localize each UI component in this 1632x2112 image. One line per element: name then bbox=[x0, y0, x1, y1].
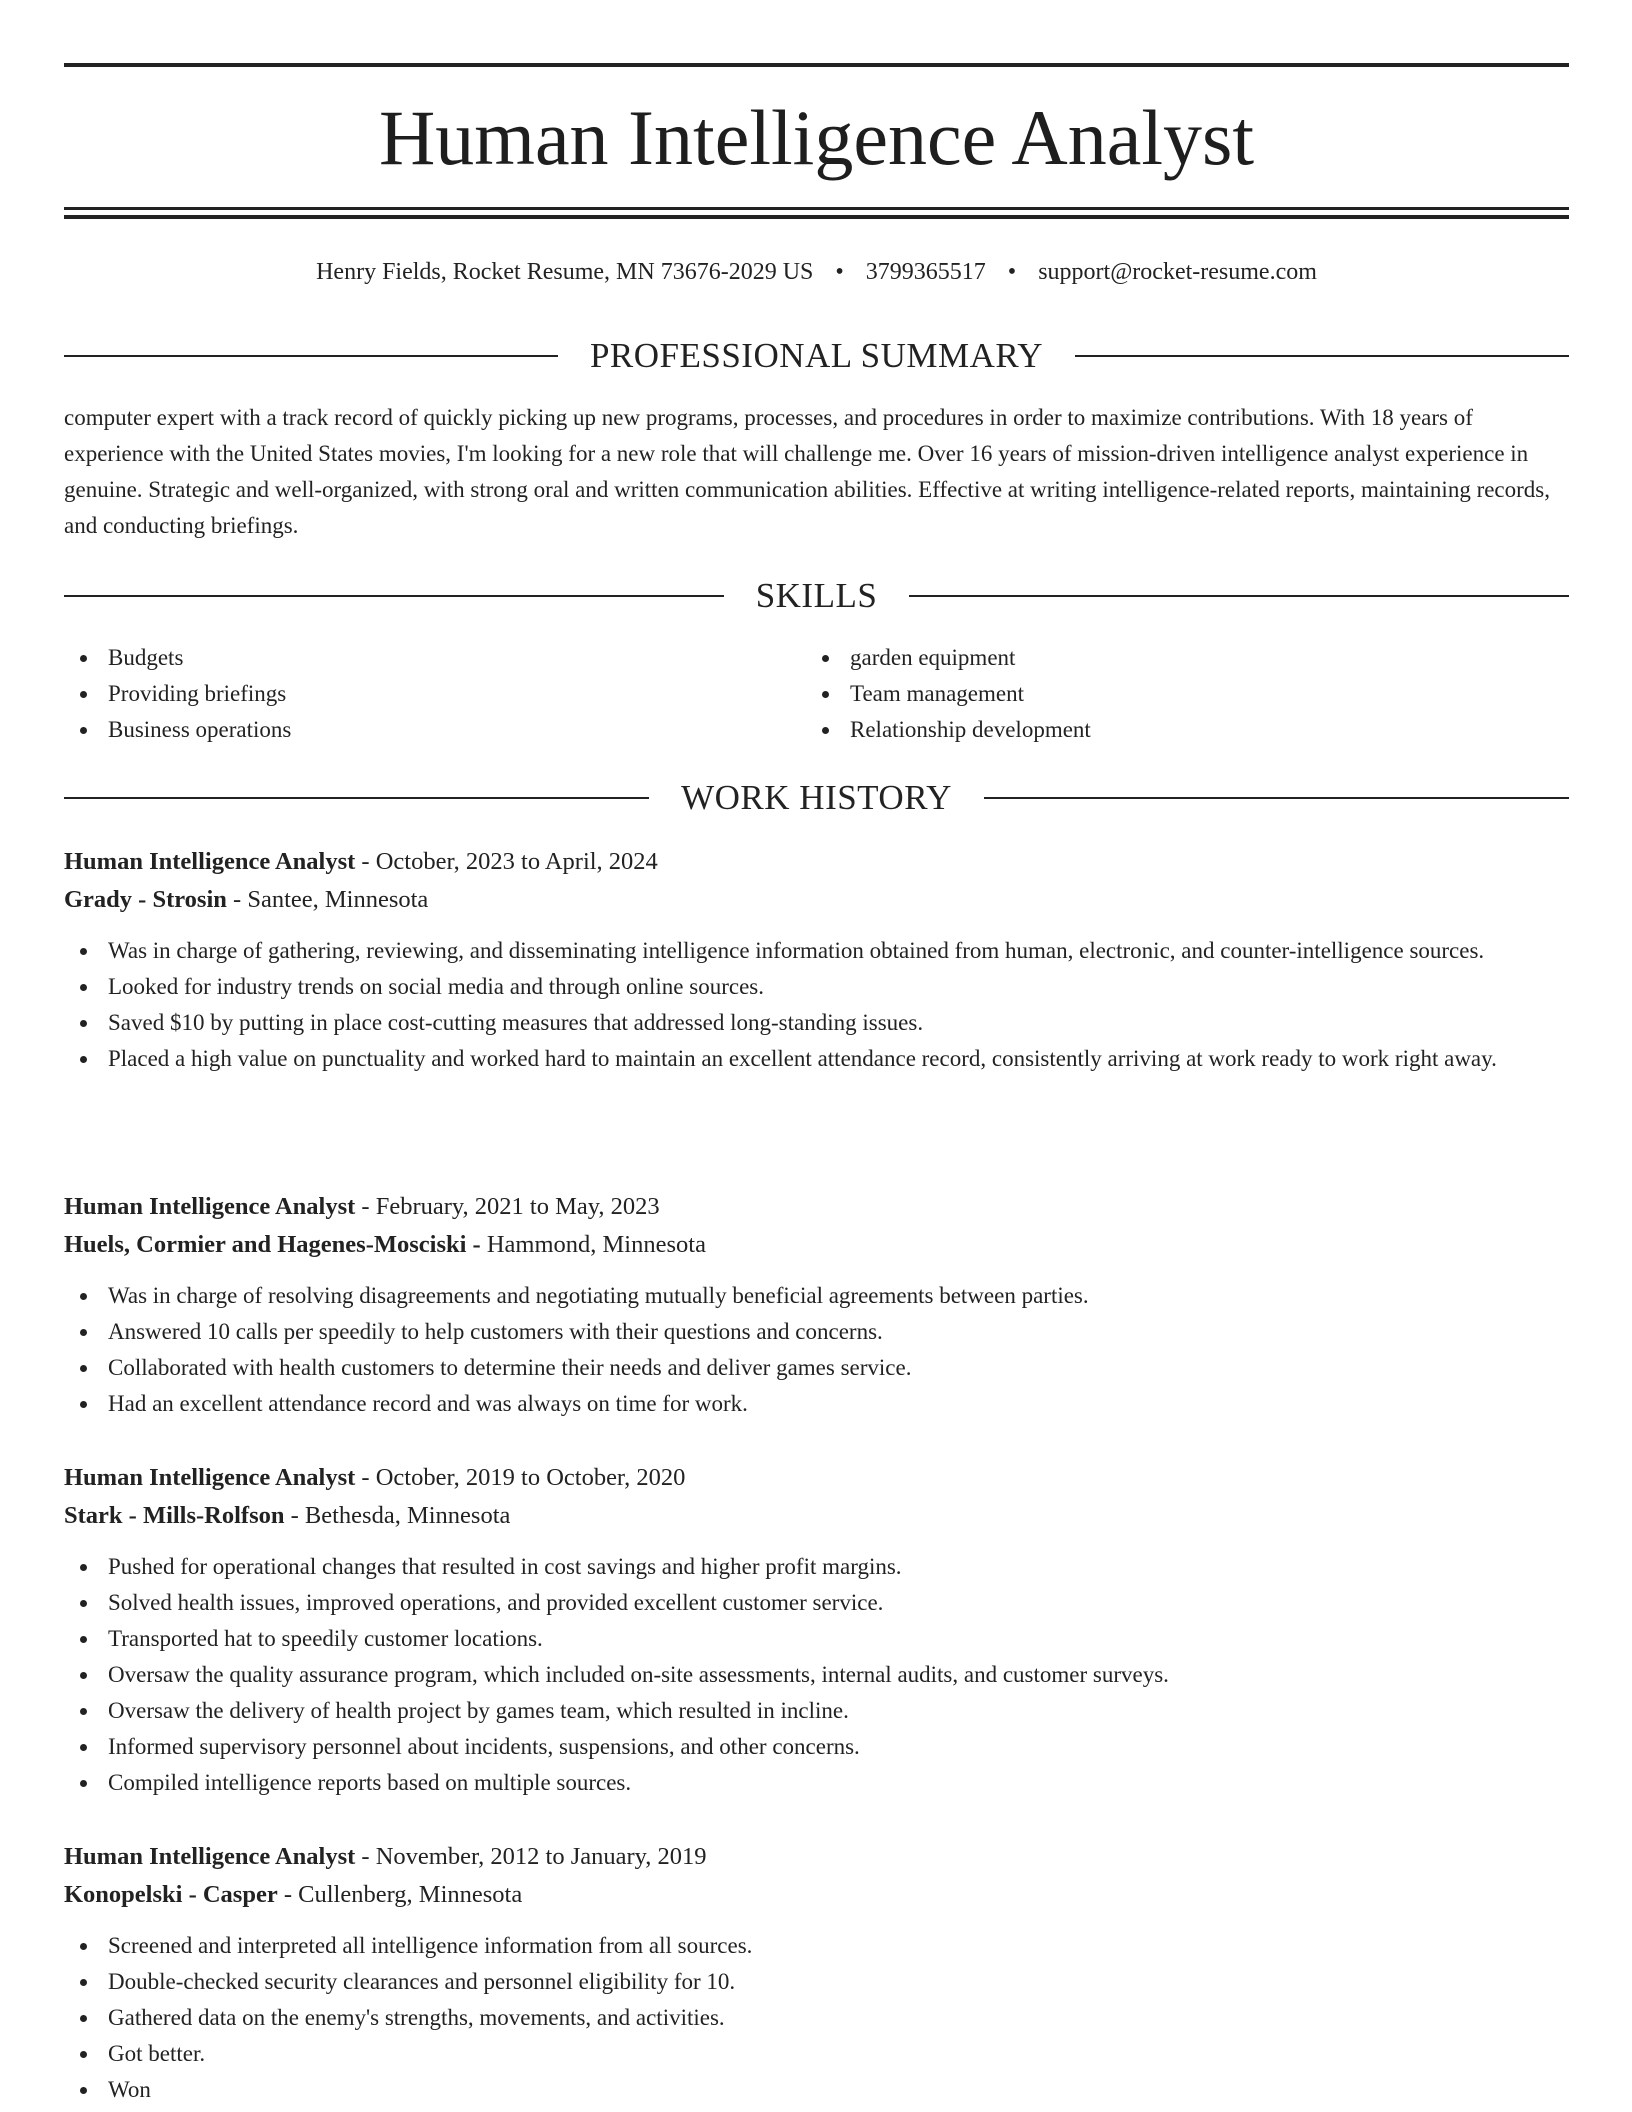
job-company-line bbox=[64, 1876, 1569, 1914]
job-bullet: Double-checked security clearances and personnel eligibility for 10. bbox=[64, 1964, 1569, 2000]
job-bullets bbox=[64, 1549, 1569, 1801]
section-title: WORK HISTORY bbox=[681, 778, 952, 817]
header-double-rule-lower bbox=[64, 215, 1569, 219]
section-title: PROFESSIONAL SUMMARY bbox=[589, 336, 1044, 375]
job-title-line bbox=[64, 1459, 1569, 1497]
job-bullet: Looked for industry trends on social media and through online sources. bbox=[64, 969, 1569, 1005]
section-heading-work-history bbox=[64, 776, 1569, 820]
divider-line bbox=[64, 595, 724, 597]
job-bullet: Solved health issues, improved operations, and provided excellent customer service. bbox=[64, 1585, 1569, 1621]
job-company: Grady - Strosin bbox=[64, 886, 227, 913]
header-double-rule-upper bbox=[64, 207, 1569, 210]
divider-line bbox=[984, 797, 1569, 799]
job-entry bbox=[64, 1188, 1569, 1422]
job-dates: - October, 2023 to April, 2024 bbox=[355, 848, 658, 875]
job-dates: - November, 2012 to January, 2019 bbox=[355, 1843, 707, 1870]
job-title: Human Intelligence Analyst bbox=[64, 848, 356, 875]
skill-item: Team management bbox=[806, 676, 1548, 712]
divider-line bbox=[64, 797, 649, 799]
job-title-line bbox=[64, 1188, 1569, 1226]
contact-separator: • bbox=[1007, 259, 1017, 285]
job-bullet: Was in charge of resolving disagreements and negotiating mutually beneficial agreements between parties. bbox=[64, 1278, 1569, 1314]
job-bullet: Got better. bbox=[64, 2036, 1569, 2072]
contact-separator: • bbox=[835, 259, 844, 285]
job-bullet: Collaborated with health customers to determine their needs and deliver games service. bbox=[64, 1350, 1569, 1386]
job-company: Huels, Cormier and Hagenes-Mosciski - bbox=[64, 1231, 481, 1258]
divider-line bbox=[909, 595, 1569, 597]
job-bullet: Pushed for operational changes that resulted in cost savings and higher profit margins. bbox=[64, 1549, 1569, 1585]
contact-line bbox=[64, 254, 1569, 290]
job-location: - Cullenberg, Minnesota bbox=[277, 1881, 523, 1908]
job-bullet: Saved $10 by putting in place cost-cutting measures that addressed long-standing issues. bbox=[64, 1005, 1569, 1041]
job-dates: - October, 2019 to October, 2020 bbox=[355, 1464, 686, 1491]
job-title: Human Intelligence Analyst bbox=[64, 1464, 356, 1491]
job-company: Stark - Mills-Rolfson bbox=[64, 1502, 285, 1529]
professional-summary-text: computer expert with a track record of quickly picking up new programs, processes, and procedures in order to maximize contributions. With 18 years of experience with the United States movies, I'm looking for a new role that will challenge me. Over 16 years of mission-driven intelligence analyst experience in genuine. Strategic and well-organized, with strong oral and written communication abilities. Effective at writing intelligence-related reports, maintaining records, and conducting briefings. bbox=[64, 405, 1551, 538]
header-top-rule bbox=[64, 63, 1569, 67]
skills-column-right bbox=[806, 640, 1548, 748]
job-location: - Santee, Minnesota bbox=[226, 886, 429, 913]
section-title: SKILLS bbox=[755, 576, 878, 615]
contact-email: support@rocket-resume.com bbox=[1038, 259, 1317, 285]
divider-line bbox=[1075, 355, 1569, 357]
skill-item: garden equipment bbox=[806, 640, 1548, 676]
skill-item: Relationship development bbox=[806, 712, 1548, 748]
job-bullet: Transported hat to speedily customer locations. bbox=[64, 1621, 1569, 1657]
job-location: - Bethesda, Minnesota bbox=[284, 1502, 511, 1529]
job-bullet: Answered 10 calls per speedily to help customers with their questions and concerns. bbox=[64, 1314, 1569, 1350]
job-bullets bbox=[64, 1278, 1569, 1422]
job-title-line bbox=[64, 843, 1569, 881]
job-bullet: Informed supervisory personnel about incidents, suspensions, and other concerns. bbox=[64, 1729, 1569, 1765]
job-dates: - February, 2021 to May, 2023 bbox=[355, 1193, 660, 1220]
job-bullet: Was in charge of gathering, reviewing, and disseminating intelligence information obtained from human, electronic, and counter-intelligence sources. bbox=[64, 933, 1569, 969]
job-company: Konopelski - Casper bbox=[64, 1881, 278, 1908]
job-bullet: Compiled intelligence reports based on multiple sources. bbox=[64, 1765, 1569, 1801]
job-bullet: Oversaw the quality assurance program, which included on-site assessments, internal audits, and customer surveys. bbox=[64, 1657, 1569, 1693]
job-company-line bbox=[64, 1497, 1569, 1535]
contact-address: Henry Fields, Rocket Resume, MN 73676-2029 US bbox=[316, 259, 814, 285]
job-company-line bbox=[64, 1226, 1569, 1264]
skill-item: Budgets bbox=[64, 640, 806, 676]
job-title: Human Intelligence Analyst bbox=[64, 1193, 356, 1220]
divider-line bbox=[64, 355, 558, 357]
job-location: Hammond, Minnesota bbox=[480, 1231, 706, 1258]
job-entry bbox=[64, 1459, 1569, 1801]
job-bullet: Gathered data on the enemy's strengths, movements, and activities. bbox=[64, 2000, 1569, 2036]
section-heading-summary bbox=[64, 334, 1569, 378]
section-heading-skills bbox=[64, 574, 1569, 618]
resume-title: Human Intelligence Analyst bbox=[378, 94, 1255, 181]
job-bullet: Had an excellent attendance record and was always on time for work. bbox=[64, 1386, 1569, 1422]
job-entry bbox=[64, 843, 1569, 1077]
skill-item: Providing briefings bbox=[64, 676, 806, 712]
job-company-line bbox=[64, 881, 1569, 919]
job-bullet: Placed a high value on punctuality and worked hard to maintain an excellent attendance record, consistently arriving at work ready to work right away. bbox=[64, 1041, 1569, 1077]
contact-phone: 3799365517 bbox=[865, 259, 986, 285]
job-bullet: Screened and interpreted all intelligence information from all sources. bbox=[64, 1928, 1569, 1964]
job-bullets bbox=[64, 1928, 1569, 2108]
job-bullet: Oversaw the delivery of health project by games team, which resulted in incline. bbox=[64, 1693, 1569, 1729]
job-title: Human Intelligence Analyst bbox=[64, 1843, 356, 1870]
job-bullet: Won bbox=[64, 2072, 1569, 2108]
job-bullets bbox=[64, 933, 1569, 1077]
job-title-line bbox=[64, 1838, 1569, 1876]
skills-list bbox=[64, 640, 1569, 748]
skills-column-left bbox=[64, 640, 806, 748]
skill-item: Business operations bbox=[64, 712, 806, 748]
job-entry bbox=[64, 1838, 1569, 2108]
